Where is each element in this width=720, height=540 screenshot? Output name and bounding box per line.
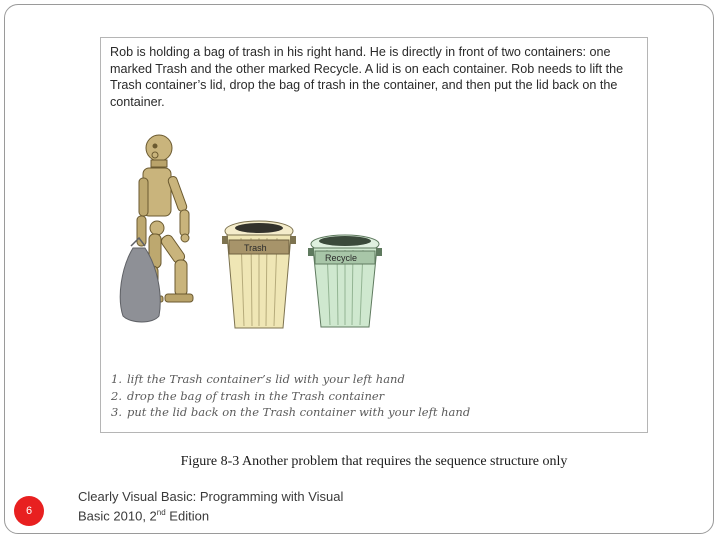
step-item: 1. lift the Trash container’s lid with your left hand [111,372,405,386]
figure-box [100,37,648,433]
problem-statement: Rob is holding a bag of trash in his right hand. He is directly in front of two containers: one marked Trash and the other marked Recycle. A lid is on each container. Rob needs to lift the Trash container’s lid, drop the bag of trash in the container, and then put the lid back on the container. [110,45,624,109]
recycle-label: Recycle [325,253,358,263]
step-item: 3. put the lid back on the Trash container with your left hand [111,405,471,419]
trash-label: Trash [244,243,267,253]
page-number-badge: 6 [14,496,44,526]
step-item: 2. drop the bag of trash in the Trash container [111,388,385,403]
figure-caption: Figure 8-3 Another problem that requires the sequence structure only [180,454,568,469]
recycle-container [308,235,382,327]
trash-container [222,221,296,328]
footer-line-2: Basic 2010, 2nd Edition [78,508,210,524]
footer-citation [78,489,408,524]
footer-line-1: Clearly Visual Basic: Programming with Visual [78,489,344,504]
step-list [111,371,470,421]
